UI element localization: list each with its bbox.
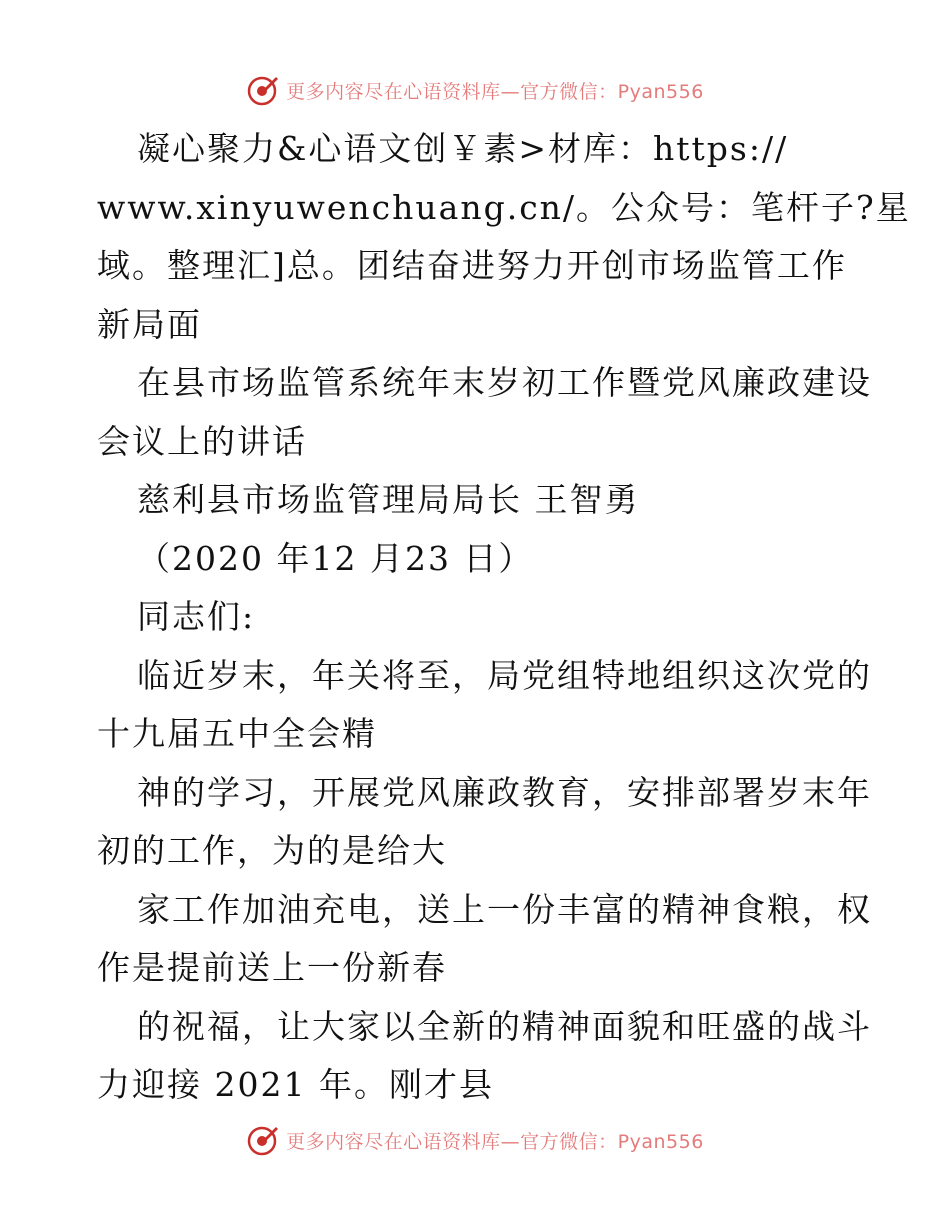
text-line: 十九届五中全会精 — [97, 714, 377, 753]
author-line: 慈利县市场监管理局局长 王智勇 — [137, 480, 640, 519]
text-line: www.xinyuwenchuang.cn/。公众号：笔杆子?星 — [97, 187, 911, 227]
text-line: 在县市场监管系统年末岁初工作暨党风廉政建设 — [137, 363, 872, 402]
text-line: 域。整理汇]总。团结奋进努力开创市场监管工作 — [97, 246, 847, 285]
text-line: 凝心聚力&心语文创￥素>材库：https:// — [137, 129, 789, 168]
pen-logo-icon — [246, 73, 280, 107]
text-line: 新局面 — [97, 304, 202, 344]
date-line: （2020 年12 月23 日） — [137, 538, 534, 578]
text-line: 会议上的讲话 — [97, 421, 307, 461]
header-watermark — [0, 70, 950, 110]
watermark-text: 更多内容尽在心语资料库—官方微信：Pyan556 — [286, 1130, 704, 1153]
salutation: 同志们: — [137, 597, 256, 636]
footer-watermark — [0, 1120, 950, 1160]
text-line: 作是提前送上一份新春 — [97, 948, 447, 987]
document-body — [97, 120, 911, 1115]
text-line: 临近岁末，年关将至，局党组特地组织这次党的 — [137, 655, 872, 695]
watermark-text: 更多内容尽在心语资料库—官方微信：Pyan556 — [286, 80, 704, 103]
text-line: 初的工作，为的是给大 — [97, 831, 447, 870]
text-line: 神的学习，开展党风廉政教育，安排部署岁末年 — [137, 772, 872, 812]
text-line: 的祝福，让大家以全新的精神面貌和旺盛的战斗 — [137, 1006, 872, 1046]
text-line: 家工作加油充电，送上一份丰富的精神食粮，权 — [137, 889, 872, 929]
text-line: 力迎接 2021 年。刚才县 — [97, 1065, 494, 1104]
pen-logo-icon — [246, 1123, 280, 1157]
